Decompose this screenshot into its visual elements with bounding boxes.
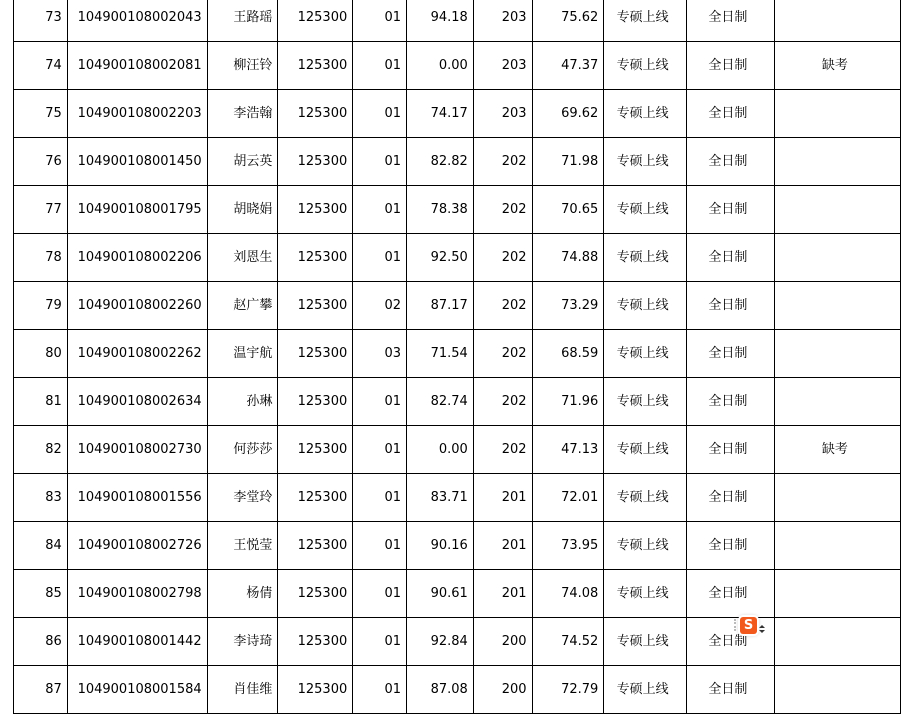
- study-mode-cell: 全日制: [687, 570, 775, 618]
- total-score-cell: 73.29: [532, 282, 604, 330]
- direction-cell: 01: [353, 570, 407, 618]
- exam-id-cell: 104900108001450: [67, 138, 207, 186]
- row-number: 79: [14, 282, 68, 330]
- category-cell: 专硕上线: [604, 42, 687, 90]
- name-cell: 赵广攀: [207, 282, 278, 330]
- category-cell: 专硕上线: [604, 330, 687, 378]
- table-row: [14, 282, 901, 330]
- table-row: [14, 522, 901, 570]
- initial-score-cell: 202: [473, 330, 532, 378]
- name-cell: 王路瑶: [207, 0, 278, 42]
- remark-cell: [774, 618, 900, 666]
- major-code-cell: 125300: [278, 90, 353, 138]
- table-row: [14, 90, 901, 138]
- name-cell: 肖佳维: [207, 666, 278, 714]
- remark-cell: [774, 186, 900, 234]
- initial-score-cell: 202: [473, 234, 532, 282]
- remark-cell: [774, 666, 900, 714]
- remark-cell: [774, 330, 900, 378]
- remark-cell: [774, 138, 900, 186]
- exam-id-cell: 104900108001795: [67, 186, 207, 234]
- direction-cell: 01: [353, 666, 407, 714]
- direction-cell: 01: [353, 138, 407, 186]
- table-row: [14, 234, 901, 282]
- table-row: [14, 570, 901, 618]
- table-row: [14, 0, 901, 42]
- name-cell: 李诗琦: [207, 618, 278, 666]
- category-cell: 专硕上线: [604, 570, 687, 618]
- direction-cell: 01: [353, 42, 407, 90]
- total-score-cell: 70.65: [532, 186, 604, 234]
- total-score-cell: 73.95: [532, 522, 604, 570]
- name-cell: 李堂玲: [207, 474, 278, 522]
- major-code-cell: 125300: [278, 234, 353, 282]
- total-score-cell: 75.62: [532, 0, 604, 42]
- study-mode-cell: 全日制: [687, 666, 775, 714]
- category-cell: 专硕上线: [604, 378, 687, 426]
- remark-cell: [774, 570, 900, 618]
- major-code-cell: 125300: [278, 666, 353, 714]
- direction-cell: 01: [353, 234, 407, 282]
- total-score-cell: 68.59: [532, 330, 604, 378]
- category-cell: 专硕上线: [604, 282, 687, 330]
- exam-id-cell: 104900108001442: [67, 618, 207, 666]
- exam-id-cell: 104900108002203: [67, 90, 207, 138]
- total-score-cell: 69.62: [532, 90, 604, 138]
- category-cell: 专硕上线: [604, 0, 687, 42]
- remark-cell: 缺考: [774, 426, 900, 474]
- name-cell: 杨倩: [207, 570, 278, 618]
- exam-id-cell: 104900108002206: [67, 234, 207, 282]
- table-row: [14, 42, 901, 90]
- retest-score-cell: 90.61: [406, 570, 473, 618]
- study-mode-cell: 全日制: [687, 42, 775, 90]
- retest-score-cell: 92.84: [406, 618, 473, 666]
- exam-id-cell: 104900108002634: [67, 378, 207, 426]
- direction-cell: 03: [353, 330, 407, 378]
- row-number: 81: [14, 378, 68, 426]
- study-mode-cell: 全日制: [687, 234, 775, 282]
- exam-id-cell: 104900108002730: [67, 426, 207, 474]
- name-cell: 胡云英: [207, 138, 278, 186]
- study-mode-cell: 全日制: [687, 0, 775, 42]
- row-number: 86: [14, 618, 68, 666]
- table-row: [14, 378, 901, 426]
- category-cell: 专硕上线: [604, 666, 687, 714]
- study-mode-cell: 全日制: [687, 330, 775, 378]
- direction-cell: 02: [353, 282, 407, 330]
- major-code-cell: 125300: [278, 42, 353, 90]
- remark-cell: [774, 378, 900, 426]
- total-score-cell: 71.96: [532, 378, 604, 426]
- direction-cell: 01: [353, 618, 407, 666]
- direction-cell: 01: [353, 0, 407, 42]
- row-number: 77: [14, 186, 68, 234]
- major-code-cell: 125300: [278, 474, 353, 522]
- total-score-cell: 74.88: [532, 234, 604, 282]
- remark-cell: [774, 0, 900, 42]
- sogou-ime-icon[interactable]: S: [740, 617, 757, 634]
- row-number: 74: [14, 42, 68, 90]
- retest-score-cell: 0.00: [406, 426, 473, 474]
- study-mode-cell: 全日制: [687, 90, 775, 138]
- category-cell: 专硕上线: [604, 618, 687, 666]
- major-code-cell: 125300: [278, 282, 353, 330]
- retest-score-cell: 87.17: [406, 282, 473, 330]
- table-row: [14, 666, 901, 714]
- initial-score-cell: 202: [473, 282, 532, 330]
- exam-id-cell: 104900108001556: [67, 474, 207, 522]
- category-cell: 专硕上线: [604, 90, 687, 138]
- remark-cell: 缺考: [774, 42, 900, 90]
- exam-id-cell: 104900108002081: [67, 42, 207, 90]
- row-number: 73: [14, 0, 68, 42]
- name-cell: 何莎莎: [207, 426, 278, 474]
- total-score-cell: 74.08: [532, 570, 604, 618]
- exam-id-cell: 104900108002043: [67, 0, 207, 42]
- category-cell: 专硕上线: [604, 474, 687, 522]
- major-code-cell: 125300: [278, 522, 353, 570]
- direction-cell: 01: [353, 378, 407, 426]
- table-row: [14, 186, 901, 234]
- total-score-cell: 71.98: [532, 138, 604, 186]
- retest-score-cell: 82.74: [406, 378, 473, 426]
- exam-id-cell: 104900108001584: [67, 666, 207, 714]
- total-score-cell: 47.37: [532, 42, 604, 90]
- score-table-body: [14, 0, 901, 714]
- row-number: 75: [14, 90, 68, 138]
- initial-score-cell: 203: [473, 90, 532, 138]
- retest-score-cell: 82.82: [406, 138, 473, 186]
- total-score-cell: 72.79: [532, 666, 604, 714]
- retest-score-cell: 92.50: [406, 234, 473, 282]
- study-mode-cell: 全日制: [687, 522, 775, 570]
- initial-score-cell: 201: [473, 570, 532, 618]
- study-mode-cell: 全日制: [687, 282, 775, 330]
- initial-score-cell: 202: [473, 378, 532, 426]
- table-row: [14, 426, 901, 474]
- initial-score-cell: 202: [473, 138, 532, 186]
- initial-score-cell: 201: [473, 522, 532, 570]
- row-number: 83: [14, 474, 68, 522]
- row-number: 84: [14, 522, 68, 570]
- major-code-cell: 125300: [278, 138, 353, 186]
- row-number: 78: [14, 234, 68, 282]
- remark-cell: [774, 474, 900, 522]
- name-cell: 胡晓娟: [207, 186, 278, 234]
- study-mode-cell: 全日制: [687, 138, 775, 186]
- category-cell: 专硕上线: [604, 138, 687, 186]
- major-code-cell: 125300: [278, 330, 353, 378]
- major-code-cell: 125300: [278, 426, 353, 474]
- major-code-cell: 125300: [278, 618, 353, 666]
- major-code-cell: 125300: [278, 570, 353, 618]
- retest-score-cell: 90.16: [406, 522, 473, 570]
- major-code-cell: 125300: [278, 378, 353, 426]
- study-mode-cell: 全日制: [687, 474, 775, 522]
- exam-id-cell: 104900108002798: [67, 570, 207, 618]
- major-code-cell: 125300: [278, 186, 353, 234]
- row-number: 76: [14, 138, 68, 186]
- retest-score-cell: 87.08: [406, 666, 473, 714]
- exam-id-cell: 104900108002726: [67, 522, 207, 570]
- initial-score-cell: 201: [473, 474, 532, 522]
- total-score-cell: 74.52: [532, 618, 604, 666]
- initial-score-cell: 202: [473, 426, 532, 474]
- sogou-ime-widget[interactable]: [740, 615, 780, 635]
- direction-cell: 01: [353, 90, 407, 138]
- remark-cell: [774, 90, 900, 138]
- initial-score-cell: 203: [473, 0, 532, 42]
- row-number: 80: [14, 330, 68, 378]
- table-row: [14, 138, 901, 186]
- direction-cell: 01: [353, 186, 407, 234]
- row-number: 85: [14, 570, 68, 618]
- retest-score-cell: 71.54: [406, 330, 473, 378]
- row-number: 82: [14, 426, 68, 474]
- remark-cell: [774, 234, 900, 282]
- name-cell: 王悦莹: [207, 522, 278, 570]
- category-cell: 专硕上线: [604, 186, 687, 234]
- direction-cell: 01: [353, 522, 407, 570]
- score-table: [13, 0, 901, 714]
- drag-handle[interactable]: [734, 619, 739, 631]
- retest-score-cell: 74.17: [406, 90, 473, 138]
- retest-score-cell: 94.18: [406, 0, 473, 42]
- study-mode-cell: 全日制: [687, 618, 775, 666]
- name-cell: 李浩翰: [207, 90, 278, 138]
- remark-cell: [774, 282, 900, 330]
- initial-score-cell: 200: [473, 666, 532, 714]
- study-mode-cell: 全日制: [687, 426, 775, 474]
- category-cell: 专硕上线: [604, 426, 687, 474]
- total-score-cell: 47.13: [532, 426, 604, 474]
- study-mode-cell: 全日制: [687, 378, 775, 426]
- direction-cell: 01: [353, 426, 407, 474]
- retest-score-cell: 0.00: [406, 42, 473, 90]
- name-cell: 柳汪铃: [207, 42, 278, 90]
- name-cell: 温宇航: [207, 330, 278, 378]
- retest-score-cell: 78.38: [406, 186, 473, 234]
- total-score-cell: 72.01: [532, 474, 604, 522]
- initial-score-cell: 202: [473, 186, 532, 234]
- study-mode-cell: 全日制: [687, 186, 775, 234]
- row-number: 87: [14, 666, 68, 714]
- exam-id-cell: 104900108002262: [67, 330, 207, 378]
- table-row: [14, 330, 901, 378]
- category-cell: 专硕上线: [604, 522, 687, 570]
- remark-cell: [774, 522, 900, 570]
- initial-score-cell: 203: [473, 42, 532, 90]
- table-row: [14, 474, 901, 522]
- name-cell: 孙琳: [207, 378, 278, 426]
- direction-cell: 01: [353, 474, 407, 522]
- initial-score-cell: 200: [473, 618, 532, 666]
- exam-id-cell: 104900108002260: [67, 282, 207, 330]
- retest-score-cell: 83.71: [406, 474, 473, 522]
- name-cell: 刘恩生: [207, 234, 278, 282]
- category-cell: 专硕上线: [604, 234, 687, 282]
- major-code-cell: 125300: [278, 0, 353, 42]
